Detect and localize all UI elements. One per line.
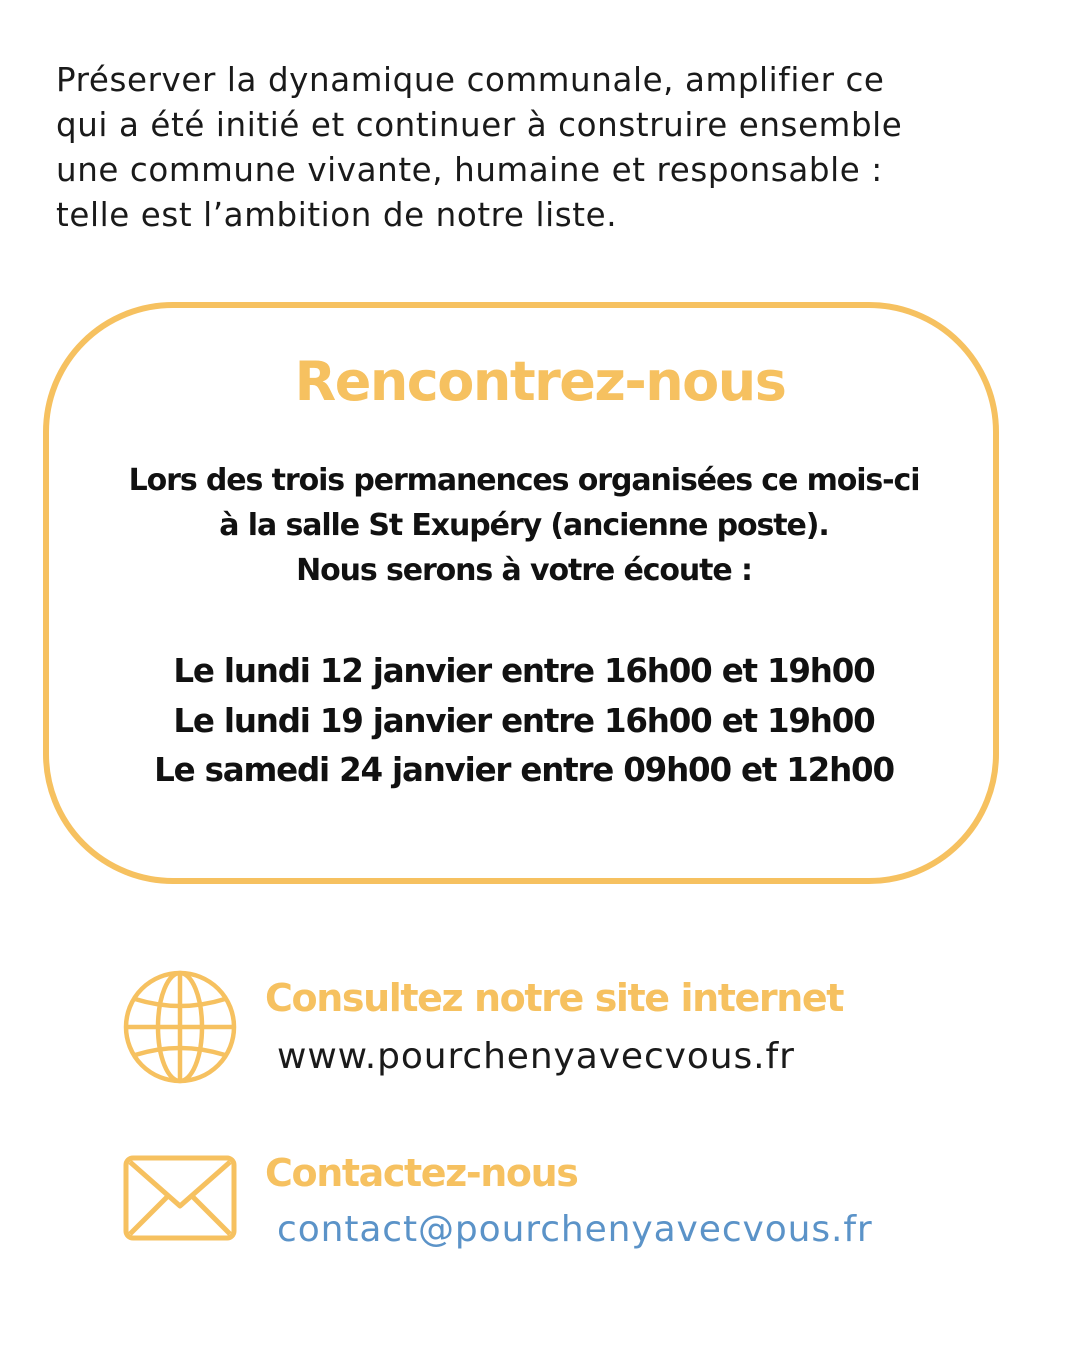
intro-line: une commune vivante, humaine et responsable : — [56, 151, 883, 189]
contact-heading: Contactez-nous — [265, 1151, 578, 1195]
schedule-list — [0, 647, 1048, 796]
meet-us-title: Rencontrez-nous — [294, 350, 786, 413]
schedule-item: Le lundi 12 janvier entre 16h00 et 19h00 — [173, 652, 875, 690]
description-line: à la salle St Exupéry (ancienne poste). — [219, 508, 829, 543]
intro-paragraph — [56, 58, 1016, 238]
description-line: Nous serons à votre écoute : — [296, 553, 752, 588]
intro-line: qui a été initié et continuer à construire ensemble — [56, 106, 903, 144]
email-link[interactable]: contact@pourchenyavecvous.fr — [277, 1209, 873, 1250]
website-heading: Consultez notre site internet — [265, 976, 844, 1020]
website-link[interactable]: www.pourchenyavecvous.fr — [277, 1036, 795, 1077]
schedule-item: Le lundi 19 janvier entre 16h00 et 19h00 — [173, 701, 875, 740]
globe-icon — [122, 969, 238, 1085]
intro-line: Préserver la dynamique communale, amplifier ce — [56, 61, 885, 99]
meet-us-description — [0, 458, 1048, 593]
envelope-icon — [122, 1154, 238, 1242]
schedule-item: Le samedi 24 janvier entre 09h00 et 12h00 — [154, 751, 894, 789]
description-line: Lors des trois permanences organisées ce mois-ci — [128, 463, 920, 498]
intro-line: telle est l’ambition de notre liste. — [56, 196, 618, 234]
